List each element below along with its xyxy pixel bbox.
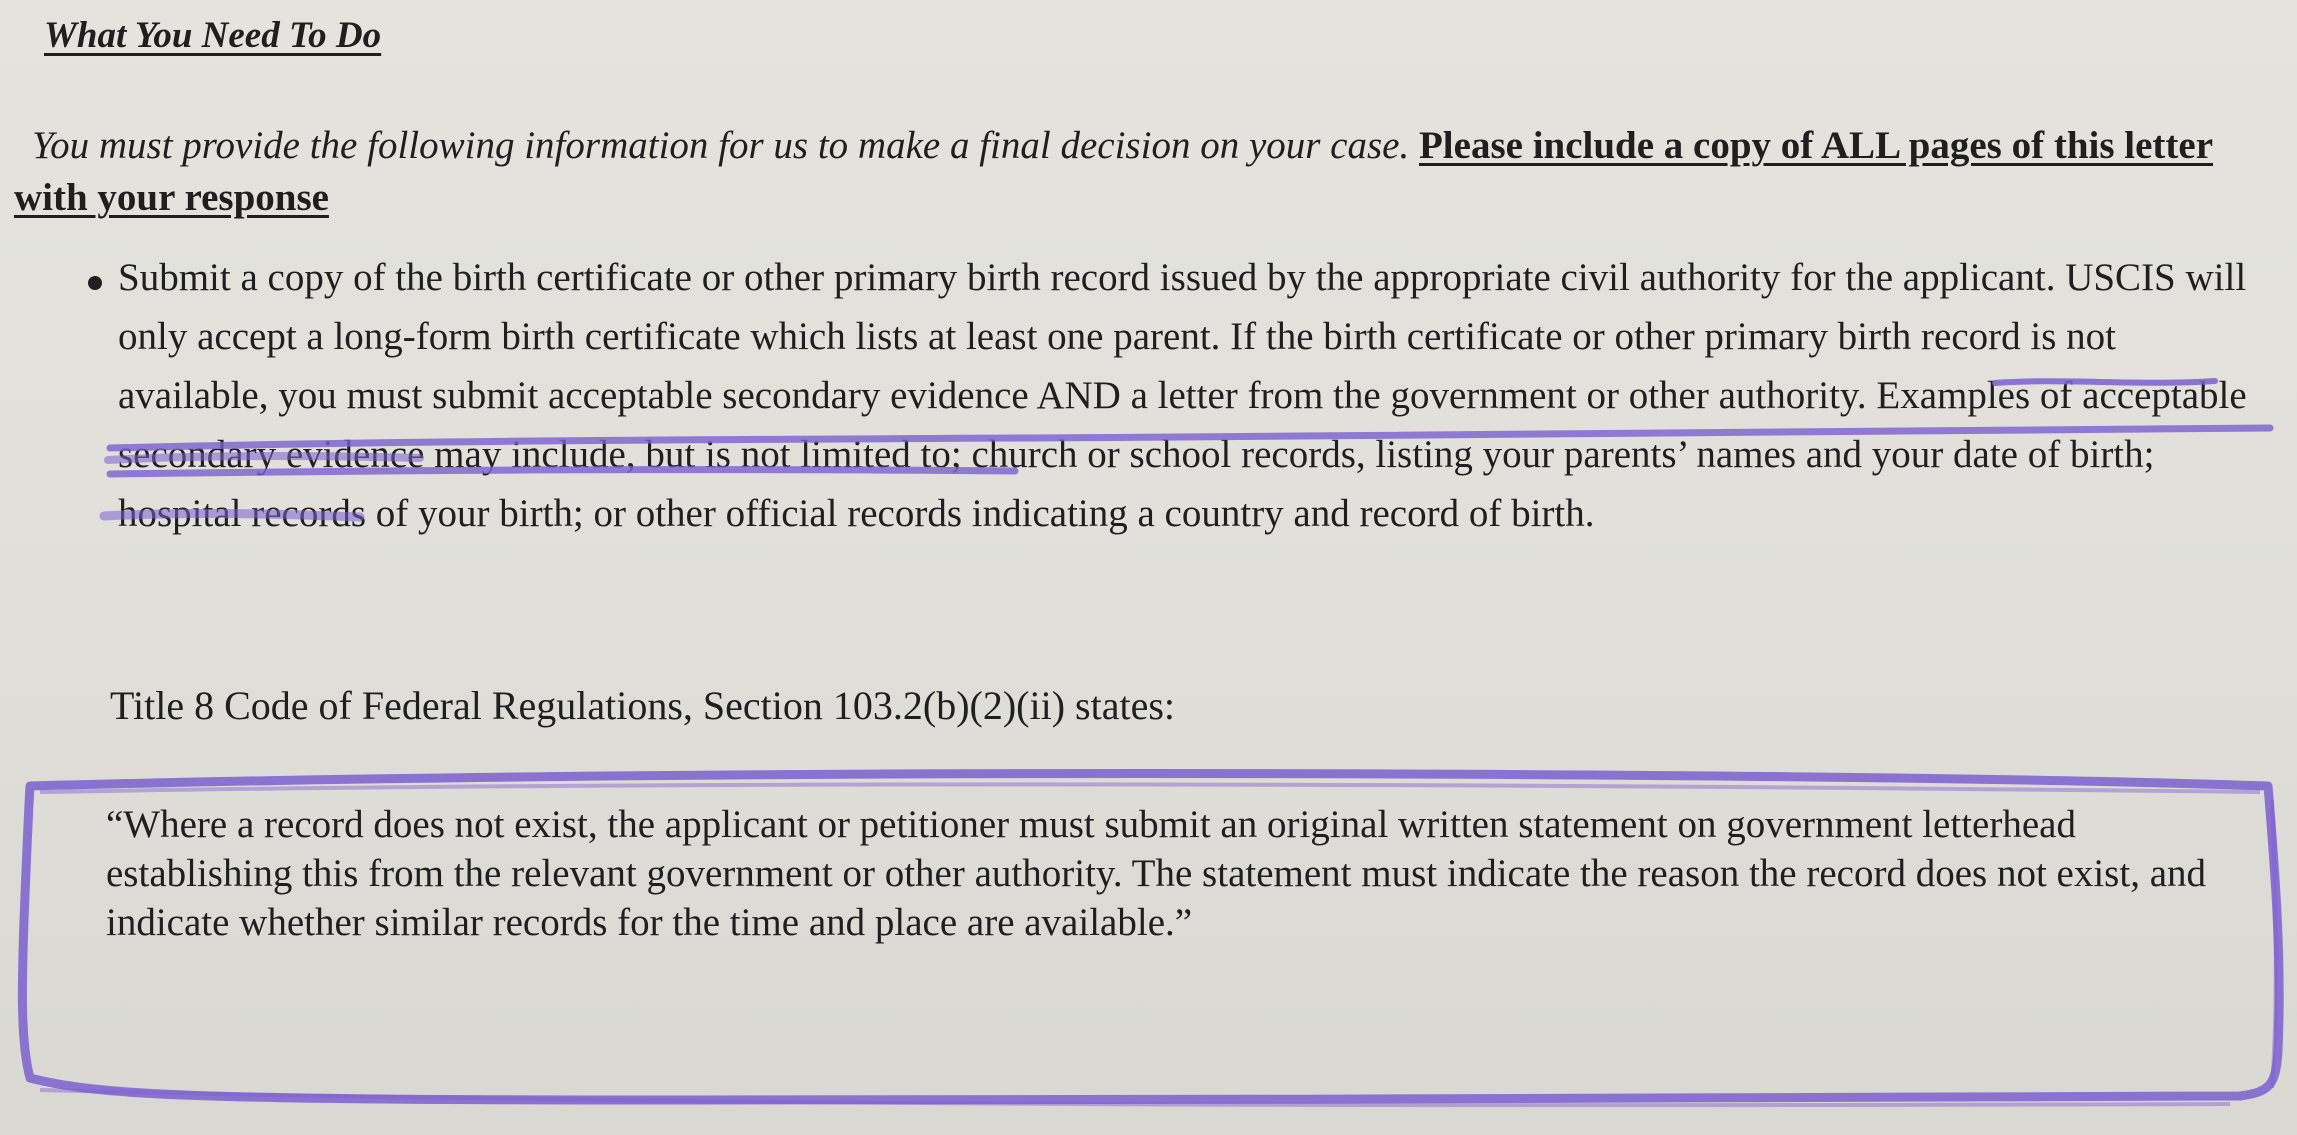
bullet-dot-icon [88,276,102,290]
regulation-quote: “Where a record does not exist, the applicant or petitioner must submit an original written statement on government letterhead establishing this from the relevant government or other authority. The statement must indicate the reason the record does not exist, and indicate whether similar records for the time and place are available.” [106,803,2207,944]
regulation-title: Title 8 Code of Federal Regulations, Section 103.2(b)(2)(ii) states: [110,683,1176,728]
bullet-text: Submit a copy of the birth certificate or other primary birth record issued by the appropriate civil authority for the applicant. USCIS will only accept a long-form birth certificate which lists at least one parent. If the birth certificate or other primary birth record is not available, you must submit acceptable secondary evidence AND a letter from the government or other authority. Examples of acceptable secondary evidence may include, but is not limited to; church or school records, listing your parents’ names and your date of birth; hospital records of your birth; or other official records indicating a country and record of birth. [118,256,2247,535]
intro-lead-text: You must provide the following information for us to make a final decision on your case. [32,124,1410,167]
bullet-item [88,248,2258,543]
section-heading: What You Need To Do [44,15,382,56]
intro-paragraph [14,120,2234,224]
intro-emphasis-text: Please include a copy of ALL pages of this letter with your response [14,124,2214,219]
